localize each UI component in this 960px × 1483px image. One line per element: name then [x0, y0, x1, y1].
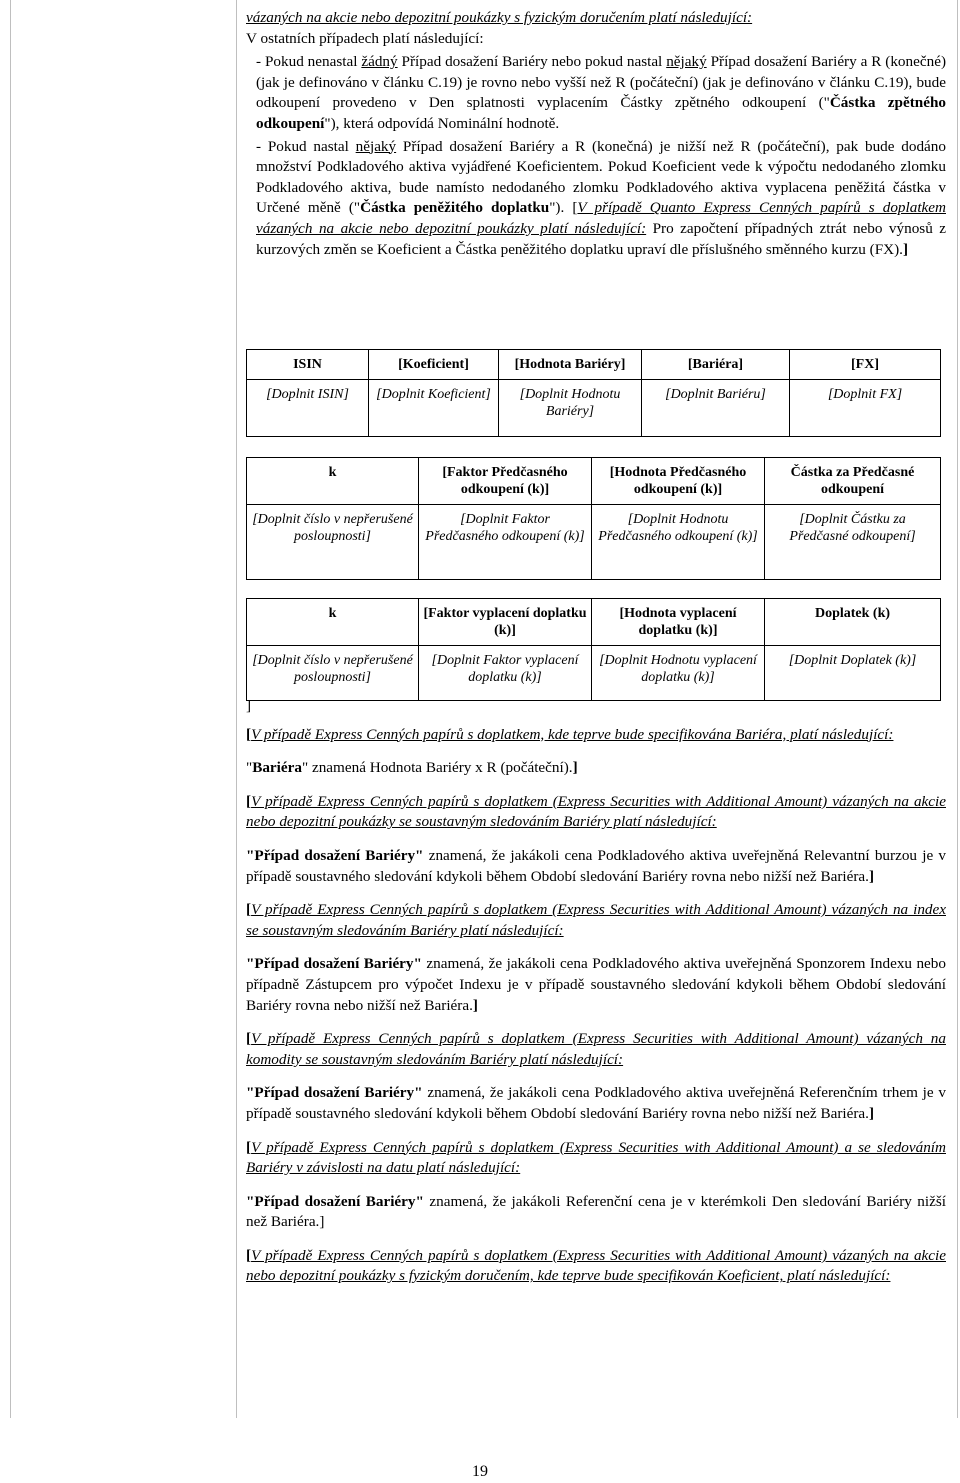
- text: Případ dosažení Bariéry nebo pokud nastal: [397, 53, 667, 71]
- table-additional-amount: [246, 598, 941, 701]
- definition-text: znamená, že jakákoli cena Podkladového aktiva uveřejněná Relevantní burzou je v případě soustavného sledování kdykoli během Období sledování Bariéry rovna nebo nižší než Bariéra.: [246, 846, 947, 885]
- header-cell: [Faktor vyplacení doplatku (k)]: [419, 599, 592, 646]
- header-cell: [Bariéra]: [642, 350, 790, 380]
- bracket-open: [: [246, 901, 252, 919]
- table-isin: [246, 349, 941, 437]
- header-cell: [Hodnota vyplacení doplatku (k)]: [592, 599, 765, 646]
- cell: [Doplnit Faktor Předčasného odkoupení (k)]: [419, 505, 592, 580]
- text: Případ dosažení Bariéry a R (konečná) je nižší než R (počáteční), pak bude dodáno množství Podkladového aktiva vyjádřené Koeficientem. Pokud Koeficient vede k výpočtu nedodaného zlomku Podkladového aktiva, bude namísto nedodaného zlomku Podkladového aktiva vyplacena peněžitá částka v Určené měně (": [256, 137, 946, 217]
- cell: [Doplnit Hodnotu vyplacení doplatku (k)]: [592, 646, 765, 701]
- header-cell: k: [247, 458, 419, 505]
- cell: [Doplnit Hodnotu Předčasného odkoupení (k)]: [592, 505, 765, 580]
- header-cell: [FX]: [790, 350, 941, 380]
- definition-text: znamená, že jakákoli cena Podkladového aktiva uveřejněná Sponzorem Indexu nebo případně Zástupcem pro výpočet Indexu je v případě soustavného sledování kdykoli během Období sledování Bariéry rovna nebo nižší než Bariéra.: [246, 955, 946, 1014]
- paragraph-barrier-event: [246, 137, 946, 261]
- header-cell: Doplatek (k): [765, 599, 941, 646]
- table-header-row: [247, 599, 941, 646]
- definition-barrier-event: [246, 1083, 946, 1124]
- paragraph-no-barrier-event: [246, 52, 946, 134]
- margin-line-right: [957, 0, 958, 1418]
- header-cell: [Faktor Předčasného odkoupení (k)]: [419, 458, 592, 505]
- definition-barrier-event: [246, 954, 946, 1016]
- text: - Pokud nenastal: [256, 53, 362, 71]
- definition-barrier-event: [246, 1192, 946, 1233]
- cell: [Doplnit Koeficient]: [369, 380, 499, 437]
- text: "), která odpovídá Nominální hodnotě.: [324, 114, 560, 132]
- quote: ": [301, 759, 309, 777]
- page-number: 19: [472, 1463, 488, 1480]
- emph-some: nějaký: [355, 137, 397, 155]
- margin-line-mid: [236, 0, 237, 1418]
- cell: [Doplnit Bariéru]: [642, 380, 790, 437]
- table-header-row: [247, 350, 941, 380]
- text: Případ dosažení Bariéry a R (konečné) (jak je definováno v článku C.19) je rovno nebo vyšší než R (počáteční) (jak je definováno v článku C.19), bude odkoupení provedeno v Den splatnosti vyplacením Částky zpětného odkoupení (": [256, 53, 946, 112]
- cell: [Doplnit Faktor vyplacení doplatku (k)]: [419, 646, 592, 701]
- bracket-close: ]: [868, 867, 875, 885]
- quote: ": [246, 759, 253, 777]
- header-cell: k: [247, 599, 419, 646]
- condition-index-continuous: [246, 900, 946, 941]
- bracket-close: ]: [868, 1104, 875, 1122]
- bracket-close: ]: [472, 996, 478, 1014]
- header-cell: [Hodnota Bariéry]: [499, 350, 642, 380]
- closing-bracket: ]: [246, 697, 252, 714]
- term-barrier-event: "Případ dosažení Bariéry": [246, 1084, 423, 1102]
- cell: [Doplnit Částku za Předčasné odkoupení]: [765, 505, 941, 580]
- condition-physical-delivery: [246, 1246, 946, 1287]
- bracket-open: [: [246, 792, 252, 810]
- continued-condition: vázaných na akcie nebo depozitní poukázky s fyzickým doručením platí následující:: [246, 9, 753, 26]
- quanto-condition: V případě Quanto Express Cenných papírů s doplatkem vázaných na akcie nebo depozitní poukázky platí následující:: [256, 199, 946, 237]
- condition-text: V případě Express Cenných papírů s doplatkem (Express Securities with Additional Amount) vázaných na index se soustavným sledováním Bariéry platí následující:: [246, 901, 946, 939]
- cell: [Doplnit číslo v nepřerušené posloupnosti]: [247, 505, 419, 580]
- header-cell: [Koeficient]: [369, 350, 499, 380]
- definition-barrier-event: [246, 846, 946, 887]
- term-barrier-event: "Případ dosažení Bariéry": [246, 955, 422, 973]
- header-cell: ISIN: [247, 350, 369, 380]
- emph-none: žádný: [361, 53, 398, 71]
- table-row: [247, 505, 941, 580]
- condition-commodities-continuous: [246, 1029, 946, 1070]
- document-body: [246, 0, 946, 260]
- bracket-open: [: [246, 1030, 252, 1048]
- condition-text: V případě Express Cenných papírů s doplatkem (Express Securities with Additional Amount) vázaných na komodity se soustavným sledováním Bariéry platí následující:: [246, 1030, 946, 1068]
- emph-some: nějaký: [666, 53, 707, 71]
- header-cell: Částka za Předčasné odkoupení: [765, 458, 941, 505]
- margin-line-left: [10, 0, 11, 1418]
- table-row: [247, 380, 941, 437]
- cell: [Doplnit číslo v nepřerušené posloupnosti]: [247, 646, 419, 701]
- definition-text: znamená, že jakákoli Referenční cena je v kterémkoli Den sledování Bariéry nižší než Bariéra.: [246, 1192, 946, 1231]
- bracket-open: [: [572, 199, 578, 217]
- table-early-redemption: [246, 457, 941, 580]
- cell: [Doplnit Hodnotu Bariéry]: [499, 380, 642, 437]
- table-header-row: [247, 458, 941, 505]
- term-barrier-event: "Případ dosažení Bariéry": [246, 846, 424, 864]
- bracket-open: [: [246, 1138, 252, 1156]
- bracket-open: [: [246, 725, 252, 743]
- condition-text: V případě Express Cenných papírů s doplatkem, kde teprve bude specifikována Bariéra, platí následující:: [251, 725, 894, 743]
- bracket-close: ]: [319, 1213, 325, 1231]
- condition-text: V případě Express Cenných papírů s doplatkem (Express Securities with Additional Amount) vázaných na akcie nebo depozitní poukázky se soustavným sledováním Bariéry platí následující:: [246, 792, 946, 831]
- text: Pro započtení případných ztrát nebo výnosů z kurzových změn se Koeficient a Částka peněžitého doplatku upraví dle příslušného směnného kurzu (FX).: [256, 219, 946, 258]
- bracket-close: ]: [572, 759, 578, 777]
- table-row: [247, 646, 941, 701]
- text: ").: [549, 199, 573, 217]
- condition-text: V případě Express Cenných papírů s doplatkem (Express Securities with Additional Amount) a se sledováním Bariéry v závislosti na datu platí následující:: [246, 1138, 946, 1177]
- definition-text: znamená Hodnota Bariéry x R (počáteční).: [308, 759, 573, 777]
- condition-date-based: [246, 1138, 946, 1179]
- definition-text: znamená, že jakákoli cena Podkladového aktiva uveřejněná Referenčním trhem je v případě soustavného sledování kdykoli během Období sledování Bariéry rovna nebo nižší než Bariéra.: [246, 1084, 946, 1122]
- document-body-lower: [246, 696, 946, 1287]
- condition-text: V případě Express Cenných papírů s doplatkem (Express Securities with Additional Amount) vázaných na akcie nebo depozitní poukázky s fyzickým doručením, kde teprve bude specifikován Koeficient, platí následující:: [246, 1246, 946, 1285]
- other-cases-intro: V ostatních případech platí následující:: [246, 29, 484, 47]
- header-cell: [Hodnota Předčasného odkoupení (k)]: [592, 458, 765, 505]
- cell: [Doplnit FX]: [790, 380, 941, 437]
- term-cash-amount: Částka peněžitého doplatku: [360, 199, 550, 217]
- bracket-close: ]: [902, 240, 909, 258]
- term-redemption-amount: Částka zpětného odkoupení: [256, 94, 946, 132]
- cell: [Doplnit ISIN]: [247, 380, 369, 437]
- bracket-open: [: [246, 1246, 252, 1264]
- term-barrier: Bariéra: [252, 759, 302, 777]
- text: - Pokud nastal: [256, 137, 356, 155]
- term-barrier-event: "Případ dosažení Bariéry": [246, 1192, 424, 1210]
- condition-shares-continuous: [246, 792, 946, 833]
- cell: [Doplnit Doplatek (k)]: [765, 646, 941, 701]
- condition-barrier-tbd: [246, 725, 946, 746]
- definition-barrier: [246, 758, 946, 779]
